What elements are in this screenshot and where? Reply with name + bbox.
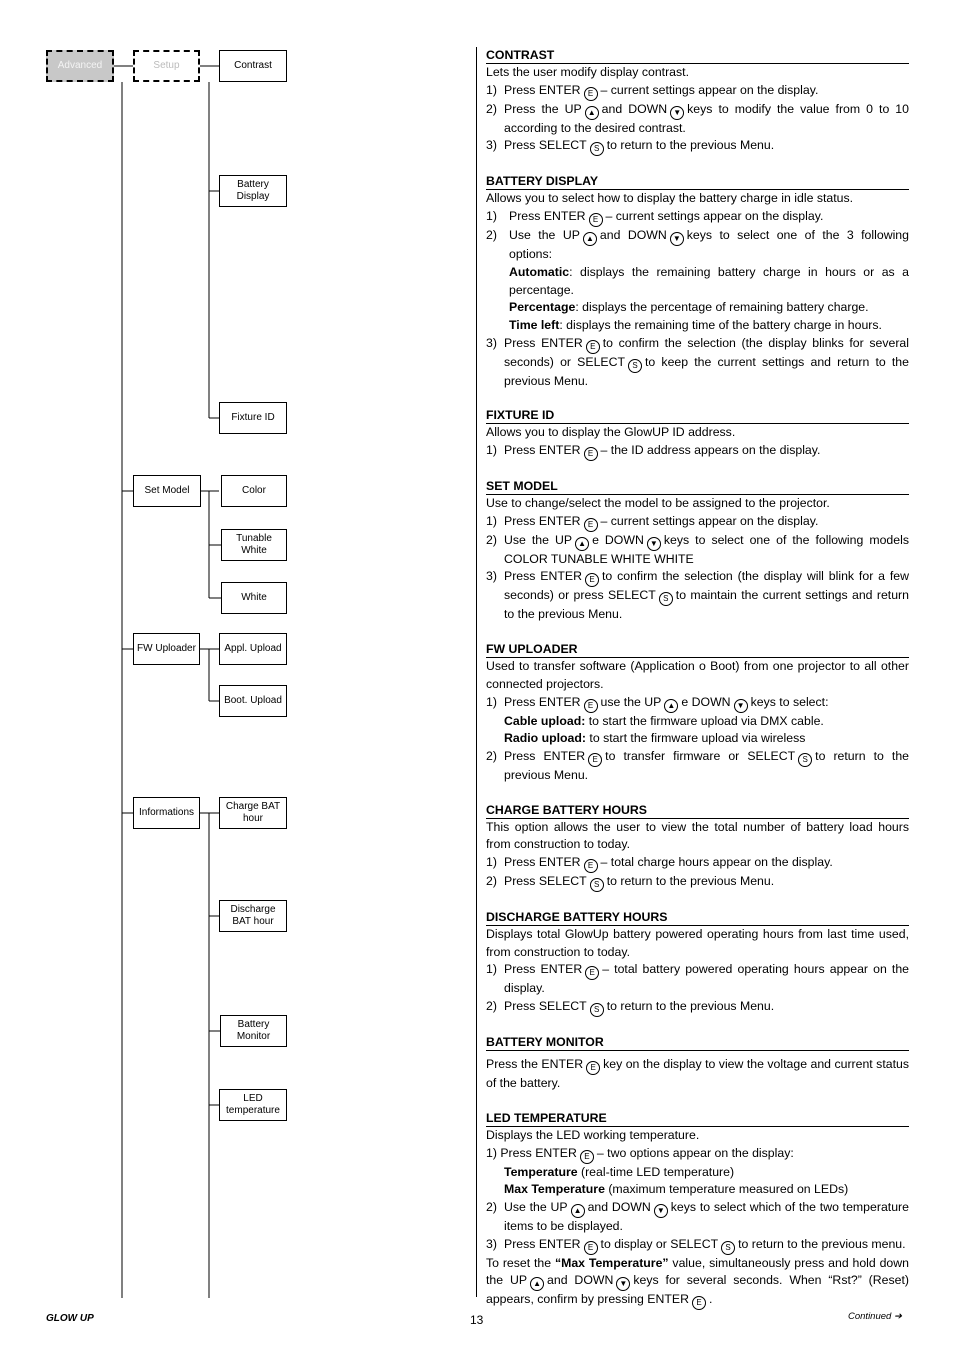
section-charge-battery-hours xyxy=(486,802,909,892)
step: 2) Press the UP ▲ and DOWN ▼ keys to modify the value from 0 to 10 according to the desired contrast. xyxy=(486,101,909,135)
step: 1) Press ENTER E – total battery powered operating hours appear on the display. xyxy=(486,962,909,996)
section-set-model xyxy=(486,478,909,624)
option: Cable upload: to start the firmware upload via DMX cable. xyxy=(504,713,824,728)
down-arrow-icon: ▼ xyxy=(616,1277,630,1291)
tree-setup[interactable]: Setup xyxy=(133,50,200,82)
section-intro: Used to transfer software (Application o Boot) from one projector to all other connected projectors. xyxy=(486,659,909,691)
select-key-icon: S xyxy=(590,878,604,892)
step: 1) Press ENTER E – the ID address appears on the display. xyxy=(486,442,909,461)
section-title: CHARGE BATTERY HOURS xyxy=(486,802,909,819)
select-key-icon: S xyxy=(590,142,604,156)
down-arrow-icon: ▼ xyxy=(647,537,661,551)
step: 1) Press ENTER E – two options appear on the display: xyxy=(486,1145,909,1164)
section-intro: This option allows the user to view the total number of battery load hours from construction to today. xyxy=(486,819,909,852)
section-title: FIXTURE ID xyxy=(486,407,909,424)
enter-key-icon: E xyxy=(580,1150,594,1164)
section-title: BATTERY MONITOR xyxy=(486,1034,909,1051)
step: 3) Press ENTER E to confirm the selection (the display will blink for a few seconds) or press SELECT S to maintain the current settings and return to the previous Menu. xyxy=(486,569,909,622)
enter-key-icon: E xyxy=(586,340,600,354)
section-intro: Lets the user modify display contrast. xyxy=(486,65,689,79)
step: 2) Press SELECT S to return to the previous Menu. xyxy=(486,998,909,1017)
enter-key-icon: E xyxy=(585,573,599,587)
tree-charge-bat-hour[interactable]: Charge BAT hour xyxy=(219,797,287,829)
page-number: 13 xyxy=(470,1313,484,1327)
select-key-icon: S xyxy=(659,592,673,606)
tree-fixture-id[interactable]: Fixture ID xyxy=(219,402,287,434)
select-key-icon: S xyxy=(721,1241,735,1255)
tree-white[interactable]: White xyxy=(221,582,287,614)
enter-key-icon: E xyxy=(692,1296,706,1310)
step: 1) Press ENTER E – current settings appear on the display. xyxy=(486,513,909,532)
step: 2) Press SELECT S to return to the previous Menu. xyxy=(486,873,909,892)
enter-key-icon: E xyxy=(584,1241,598,1255)
section-battery-display xyxy=(486,173,909,390)
tree-contrast[interactable]: Contrast xyxy=(219,50,287,82)
step: 2) Use the UP ▲ e DOWN ▼ keys to select one of the following models COLOR TUNABLE WHITE WHITE xyxy=(486,532,909,566)
tree-led-temperature[interactable]: LED temperature xyxy=(219,1089,287,1121)
step: 3) Press ENTER E to confirm the selection (the display blinks for several seconds) or SELECT S to keep the current settings and return to the previous Menu. xyxy=(486,335,909,388)
option: Percentage: displays the percentage of remaining battery charge. xyxy=(509,300,869,315)
section-title: CONTRAST xyxy=(486,47,909,64)
down-arrow-icon: ▼ xyxy=(670,106,684,120)
continued-label: Continued ➔ xyxy=(848,1311,902,1322)
section-battery-monitor xyxy=(486,1034,909,1093)
column-divider xyxy=(476,47,477,1297)
step: 1) Press ENTER E – current settings appear on the display. xyxy=(486,208,909,227)
tree-informations[interactable]: Informations xyxy=(133,797,200,829)
section-fixture-id xyxy=(486,407,909,461)
instructions-column xyxy=(486,47,909,1327)
enter-key-icon: E xyxy=(588,753,602,767)
section-title: LED TEMPERATURE xyxy=(486,1110,909,1127)
up-arrow-icon: ▲ xyxy=(583,232,597,246)
step: 3) Press ENTER E to display or SELECT S to return to the previous menu. xyxy=(486,1236,909,1255)
option: Time left: displays the remaining time of the battery charge in hours. xyxy=(509,317,882,332)
enter-key-icon: E xyxy=(584,447,598,461)
section-intro: Use to change/select the model to be assigned to the projector. xyxy=(486,496,830,511)
up-arrow-icon: ▲ xyxy=(575,537,589,551)
up-arrow-icon: ▲ xyxy=(571,1204,585,1218)
up-arrow-icon: ▲ xyxy=(585,106,599,120)
option: Automatic: displays the remaining battery charge in hours or as a percentage. xyxy=(509,264,909,297)
enter-key-icon: E xyxy=(584,699,598,713)
section-contrast xyxy=(486,47,909,156)
section-led-temperature xyxy=(486,1110,909,1311)
enter-key-icon: E xyxy=(585,966,599,980)
tree-fw-uploader[interactable]: FW Uploader xyxy=(133,633,200,665)
section-discharge-battery-hours xyxy=(486,909,909,1017)
enter-key-icon: E xyxy=(584,518,598,532)
select-key-icon: S xyxy=(628,359,642,373)
section-title: BATTERY DISPLAY xyxy=(486,173,909,190)
step: 3) Press SELECT S to return to the previous Menu. xyxy=(486,137,909,156)
reset-note: To reset the “Max Temperature” value, simultaneously press and hold down the UP ▲ and DOWN ▼ keys for several seconds. When “Rst?” (Reset) appears, confirm by pressing ENTER E . xyxy=(486,1255,909,1311)
tree-set-model[interactable]: Set Model xyxy=(133,475,201,507)
up-arrow-icon: ▲ xyxy=(664,699,678,713)
step: 2) Use the UP ▲ and DOWN ▼ keys to select one of the 3 following options: xyxy=(486,228,909,262)
enter-key-icon: E xyxy=(589,213,603,227)
option: Max Temperature (maximum temperature measured on LEDs) xyxy=(504,1182,849,1197)
section-title: SET MODEL xyxy=(486,478,909,495)
option: Radio upload: to start the firmware upload via wireless xyxy=(504,731,806,746)
tree-discharge-bat-hour[interactable]: Discharge BAT hour xyxy=(219,900,287,932)
section-intro: Displays total GlowUp battery powered operating hours from last time used, from construction to today. xyxy=(486,927,909,959)
step: 1) Press ENTER E – current settings appear on the display. xyxy=(486,82,909,101)
step: 2) Use the UP ▲ and DOWN ▼ keys to select which of the two temperature items to be displayed. xyxy=(486,1199,909,1233)
down-arrow-icon: ▼ xyxy=(670,232,684,246)
enter-key-icon: E xyxy=(586,1061,600,1075)
tree-color[interactable]: Color xyxy=(221,475,287,507)
section-text: Press the ENTER E key on the display to view the voltage and current status of the battery. xyxy=(486,1057,909,1091)
step: 1) Press ENTER E use the UP ▲ e DOWN ▼ keys to select: xyxy=(486,694,909,713)
tree-boot-upload[interactable]: Boot. Upload xyxy=(219,685,287,717)
section-intro: Allows you to display the GlowUP ID address. xyxy=(486,425,736,440)
section-title: DISCHARGE BATTERY HOURS xyxy=(486,909,909,926)
section-fw-uploader xyxy=(486,641,909,785)
tree-tunable-white[interactable]: Tunable White xyxy=(221,529,287,561)
option: Temperature (real-time LED temperature) xyxy=(504,1164,735,1179)
select-key-icon: S xyxy=(590,1003,604,1017)
step: 2) Press ENTER E to transfer firmware or SELECT S to return to the previous Menu. xyxy=(486,748,909,782)
section-title: FW UPLOADER xyxy=(486,641,909,658)
tree-appl-upload[interactable]: Appl. Upload xyxy=(219,633,287,665)
enter-key-icon: E xyxy=(584,87,598,101)
menu-tree xyxy=(0,0,470,1350)
tree-battery-display[interactable]: Battery Display xyxy=(219,175,287,207)
section-intro: Displays the LED working temperature. xyxy=(486,1127,700,1142)
step: 1) Press ENTER E – total charge hours appear on the display. xyxy=(486,854,909,873)
down-arrow-icon: ▼ xyxy=(734,699,748,713)
up-arrow-icon: ▲ xyxy=(530,1277,544,1291)
enter-key-icon: E xyxy=(584,859,598,873)
tree-advanced[interactable]: Advanced xyxy=(46,50,114,82)
footer-brand: GLOW UP xyxy=(46,1313,94,1324)
down-arrow-icon: ▼ xyxy=(654,1204,668,1218)
section-intro: Allows you to select how to display the battery charge in idle status. xyxy=(486,191,854,206)
tree-battery-monitor[interactable]: Battery Monitor xyxy=(220,1015,287,1047)
select-key-icon: S xyxy=(798,753,812,767)
